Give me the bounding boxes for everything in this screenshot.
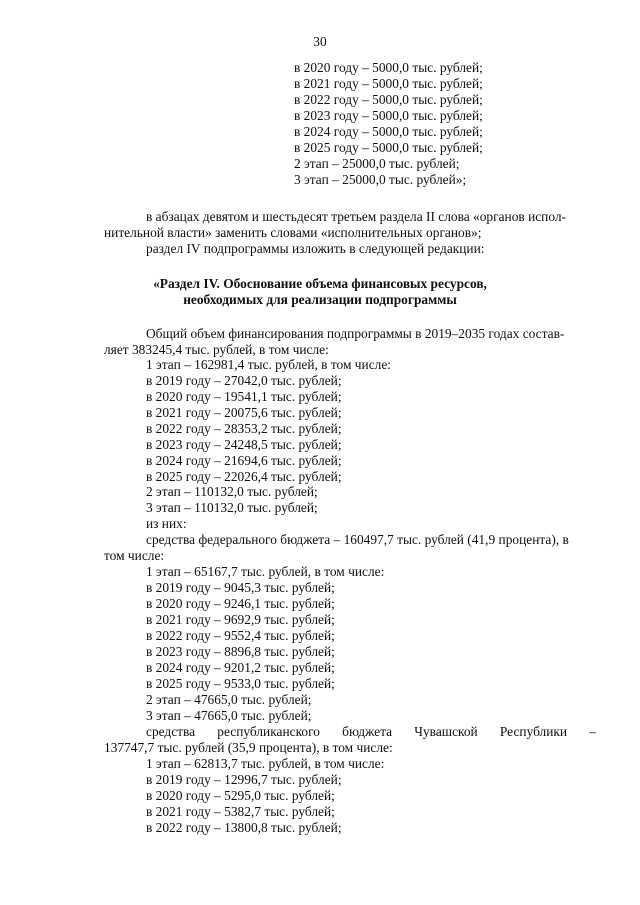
federal-paragraph-line: средства федерального бюджета – 160497,7 тыс. рублей (41,9 процента), в [146,532,569,547]
list-item: в 2022 году – 28353,2 тыс. рублей; [146,421,342,436]
word: республиканского [217,724,320,739]
list-item: в 2022 году – 5000,0 тыс. рублей; [294,92,483,107]
list-item: в 2022 году – 13800,8 тыс. рублей; [146,820,342,835]
list-item: в 2020 году – 19541,1 тыс. рублей; [146,389,342,404]
federal-paragraph-line: том числе: [104,548,165,563]
list-item: в 2020 году – 5000,0 тыс. рублей; [294,60,483,75]
list-item: в 2021 году – 20075,6 тыс. рублей; [146,405,342,420]
republic-paragraph-line [146,724,596,739]
list-item: в 2023 году – 24248,5 тыс. рублей; [146,437,342,452]
amend-paragraph-line: в абзацах девятом и шестьдесят третьем раздела II слова «органов испол- [146,209,567,224]
list-item: в 2024 году – 9201,2 тыс. рублей; [146,660,335,675]
list-item: 3 этап – 47665,0 тыс. рублей; [146,708,312,723]
list-item: в 2022 году – 9552,4 тыс. рублей; [146,628,335,643]
list-item: 1 этап – 62813,7 тыс. рублей, в том числе: [146,756,385,771]
list-item: 3 этап – 110132,0 тыс. рублей; [146,500,318,515]
amend-paragraph-line: нительной власти» заменить словами «исполнительных органов»; [104,225,482,240]
list-item: в 2025 году – 5000,0 тыс. рублей; [294,140,483,155]
list-item: 2 этап – 25000,0 тыс. рублей; [294,156,460,171]
list-item: в 2019 году – 12996,7 тыс. рублей; [146,772,342,787]
list-item: 1 этап – 162981,4 тыс. рублей, в том числе: [146,357,391,372]
list-item: в 2021 году – 9692,9 тыс. рублей; [146,612,335,627]
list-item: в 2023 году – 5000,0 тыс. рублей; [294,108,483,123]
list-item: 1 этап – 65167,7 тыс. рублей, в том числе: [146,564,385,579]
list-item: в 2025 году – 22026,4 тыс. рублей; [146,469,342,484]
republic-paragraph-line: 137747,7 тыс. рублей (35,9 процента), в том числе: [104,740,393,755]
list-item: в 2025 году – 9533,0 тыс. рублей; [146,676,335,691]
list-item: 2 этап – 47665,0 тыс. рублей; [146,692,312,707]
list-item: из них: [146,516,187,531]
list-item: в 2024 году – 21694,6 тыс. рублей; [146,453,342,468]
list-item: в 2019 году – 27042,0 тыс. рублей; [146,373,342,388]
word: Республики [499,724,568,739]
list-item: в 2020 году – 9246,1 тыс. рублей; [146,596,335,611]
list-item: в 2021 году – 5000,0 тыс. рублей; [294,76,483,91]
list-item: в 2021 году – 5382,7 тыс. рублей; [146,804,335,819]
page-number: 30 [313,34,327,49]
section-heading: «Раздел IV. Обоснование объема финансовых ресурсов, [153,276,487,291]
word: бюджета [342,724,393,739]
word: – [589,724,596,739]
list-item: в 2024 году – 5000,0 тыс. рублей; [294,124,483,139]
list-item: в 2023 году – 8896,8 тыс. рублей; [146,644,335,659]
word: Чувашской [414,724,478,739]
list-item: в 2019 году – 9045,3 тыс. рублей; [146,580,335,595]
list-item: 2 этап – 110132,0 тыс. рублей; [146,484,318,499]
word: средства [146,724,196,739]
section-heading: необходимых для реализации подпрограммы [183,292,457,307]
total-paragraph-line: Общий объем финансирования подпрограммы в 2019–2035 годах состав- [146,326,565,341]
amend-paragraph-line: раздел IV подпрограммы изложить в следующей редакции: [146,241,485,256]
list-item: 3 этап – 25000,0 тыс. рублей»; [294,172,467,187]
list-item: в 2020 году – 5295,0 тыс. рублей; [146,788,335,803]
total-paragraph-line: ляет 383245,4 тыс. рублей, в том числе: [104,342,329,357]
